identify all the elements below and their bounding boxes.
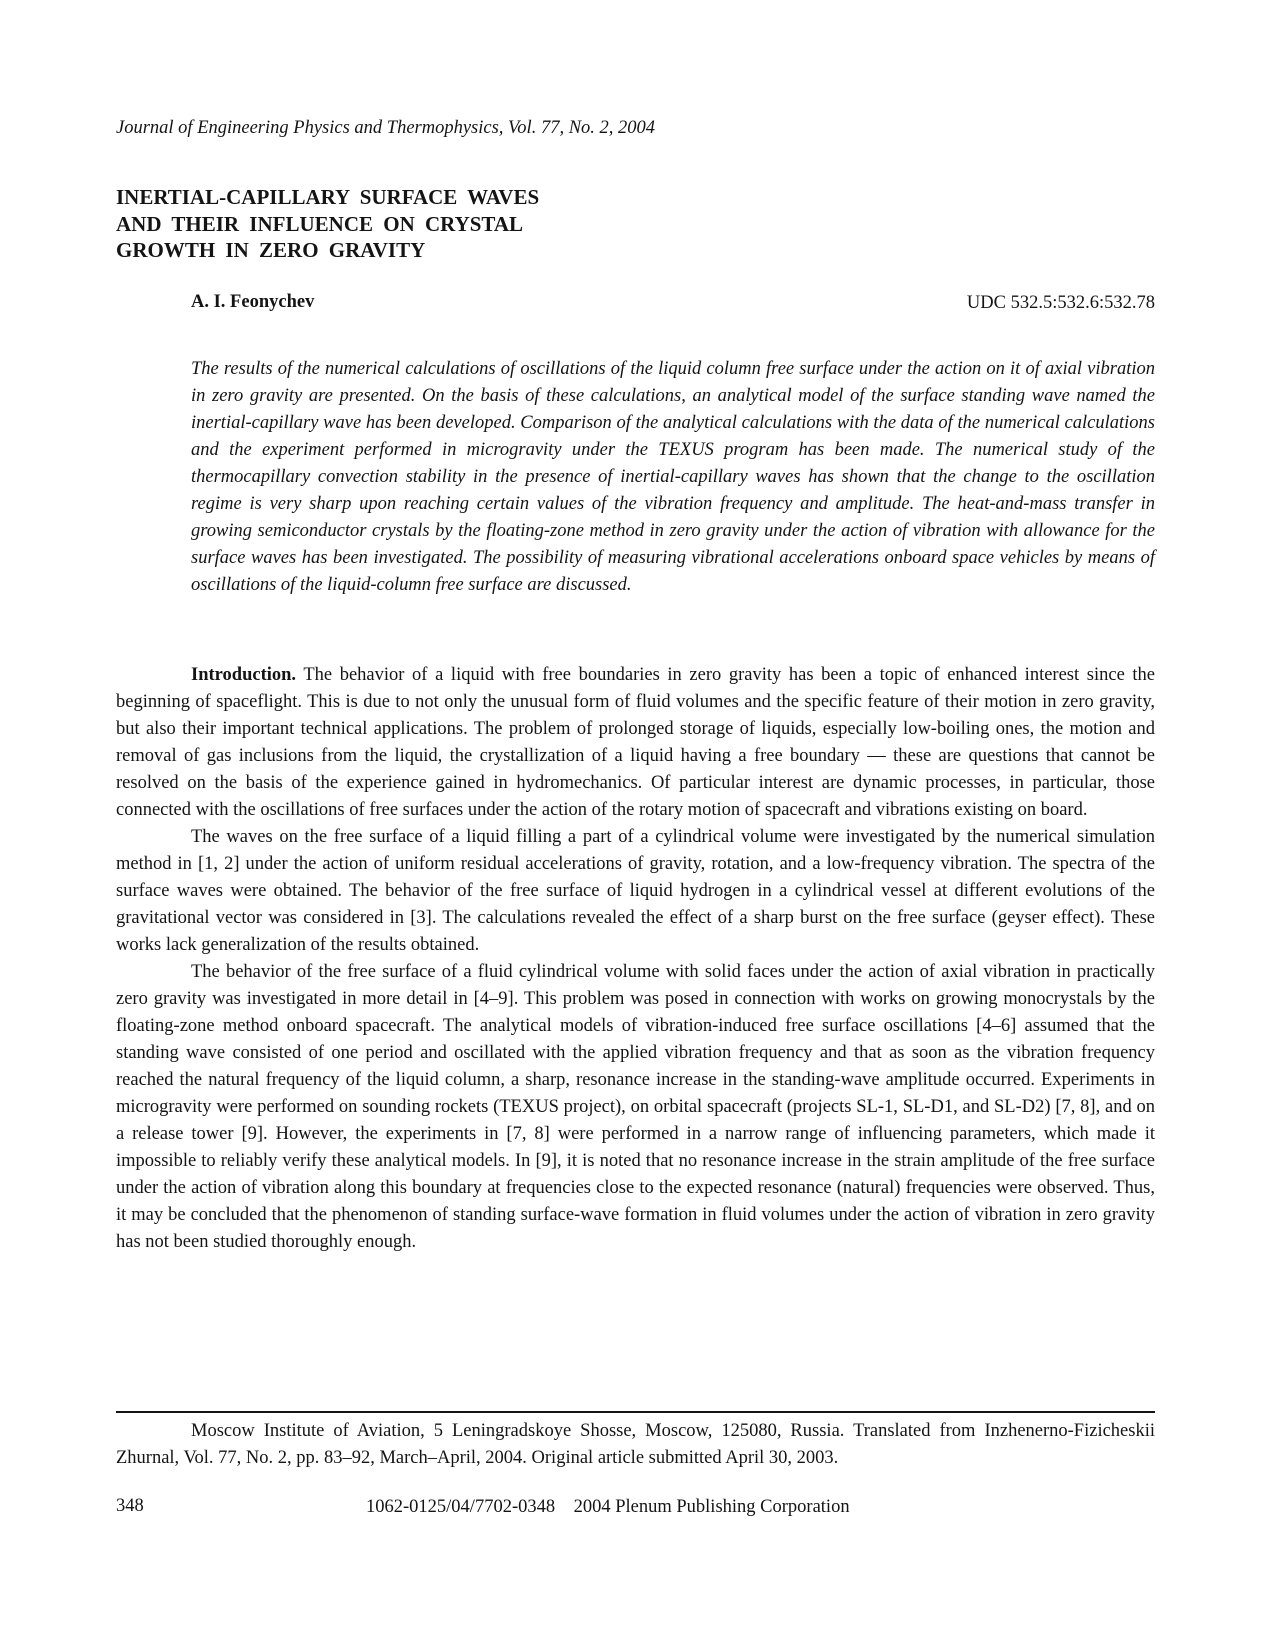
udc-code: UDC 532.5:532.6:532.78 (966, 293, 1155, 313)
journal-citation: Journal of Engineering Physics and Thermophysics, Vol. 77, No. 2, 2004 (116, 118, 656, 138)
title-line: GROWTH IN ZERO GRAVITY (116, 238, 426, 262)
body-paragraph: The waves on the free surface of a liquid filling a part of a cylindrical volume were investigated by the numerical simulation method in [1, 2] under the action of uniform residual accelerations of gravity, rotation, and a low-frequency vibration. The spectra of the surface waves were obtained. The behavior of the free surface of liquid hydrogen in a cylindrical vessel at different evolutions of the gravitational vector was considered in [3]. The calculations revealed the effect of a sharp burst on the free surface (geyser effect). These works lack generalization of the results obtained. (116, 827, 1155, 955)
title-line: AND THEIR INFLUENCE ON CRYSTAL (116, 211, 524, 236)
abstract: The results of the numerical calculations of oscillations of the liquid column free surface under the action on it of axial vibration in zero gravity are presented. On the basis of these calculations, an analytical model of the surface standing wave named the inertial-capillary wave has been developed. Comparison of the analytical calculations with the data of the numerical calculations and the experiment performed in microgravity under the TEXUS program has been made. The numerical study of the thermocapillary convection stability in the presence of inertial-capillary waves has shown that the change to the oscillation regime is very sharp upon reaching certain values of the vibration frequency and amplitude. The heat-and-mass transfer in growing semiconductor crystals by the floating-zone method in zero gravity under the action of vibration with allowance for the surface waves has been investigated. The possibility of measuring vibrational accelerations onboard space vehicles by means of oscillations of the liquid-column free surface are discussed. (191, 359, 1155, 595)
body-paragraph: The behavior of the free surface of a fluid cylindrical volume with solid faces under the action of axial vibration in practically zero gravity was investigated in more detail in [4–9]. This problem was posed in connection with works on growing monocrystals by the floating-zone method onboard spacecraft. The analytical models of vibration-induced free surface oscillations [4–6] assumed that the standing wave consisted of one period and oscillated with the applied vibration frequency and that as soon as the vibration frequency reached the natural frequency of the liquid column, a sharp, resonance increase in the standing-wave amplitude occurred. Experiments in microgravity were performed on sounding rockets (TEXUS project), on orbital spacecraft (projects SL-1, SL-D1, and SL-D2) [7, 8], and on a release tower [9]. However, the experiments in [7, 8] were performed in a narrow range of influencing parameters, which made it impossible to reliably verify these analytical models. In [9], it is noted that no resonance increase in the strain amplitude of the free surface under the action of vibration along this boundary at frequencies close to the expected resonance (natural) frequencies were observed. Thus, it may be concluded that the phenomenon of standing surface-wave formation in fluid volumes under the action of vibration in zero gravity has not been studied thoroughly enough. (116, 962, 1155, 1252)
article-body (116, 662, 1155, 1256)
section-heading-introduction: Introduction. (191, 665, 297, 685)
affiliation-footnote: Moscow Institute of Aviation, 5 Leningradskoye Shosse, Moscow, 125080, Russia. Translated from Inzhenerno-Fizicheskii Zhurnal, Vol. 77, No. 2, pp. 83–92, March–April, 2004. Original article submitted April 30, 2003. (116, 1421, 1155, 1468)
footnote-divider (116, 1411, 1155, 1413)
page-number: 348 (116, 1496, 144, 1516)
copyright-line: 1062-0125/04/7702-0348 2004 Plenum Publishing Corporation (366, 1497, 850, 1517)
author-name: A. I. Feonychev (191, 292, 315, 312)
title-line: INERTIAL-CAPILLARY SURFACE WAVES (116, 185, 540, 209)
paragraph-text: The behavior of a liquid with free boundaries in zero gravity has been a topic of enhanced interest since the beginning of spaceflight. This is due to not only the unusual form of fluid volumes and the specific feature of their motion in zero gravity, but also their important technical applications. The problem of prolonged storage of liquids, especially low-boiling ones, the motion and removal of gas inclusions from the liquid, the crystallization of a liquid having a free boundary — these are questions that cannot be resolved on the basis of the experience gained in hydromechanics. Of particular interest are dynamic processes, in particular, those connected with the oscillations of free surfaces under the action of the rotary motion of spacecraft and vibrations existing on board. (116, 665, 1156, 820)
article-title (116, 184, 736, 264)
body-paragraph (116, 662, 1155, 824)
